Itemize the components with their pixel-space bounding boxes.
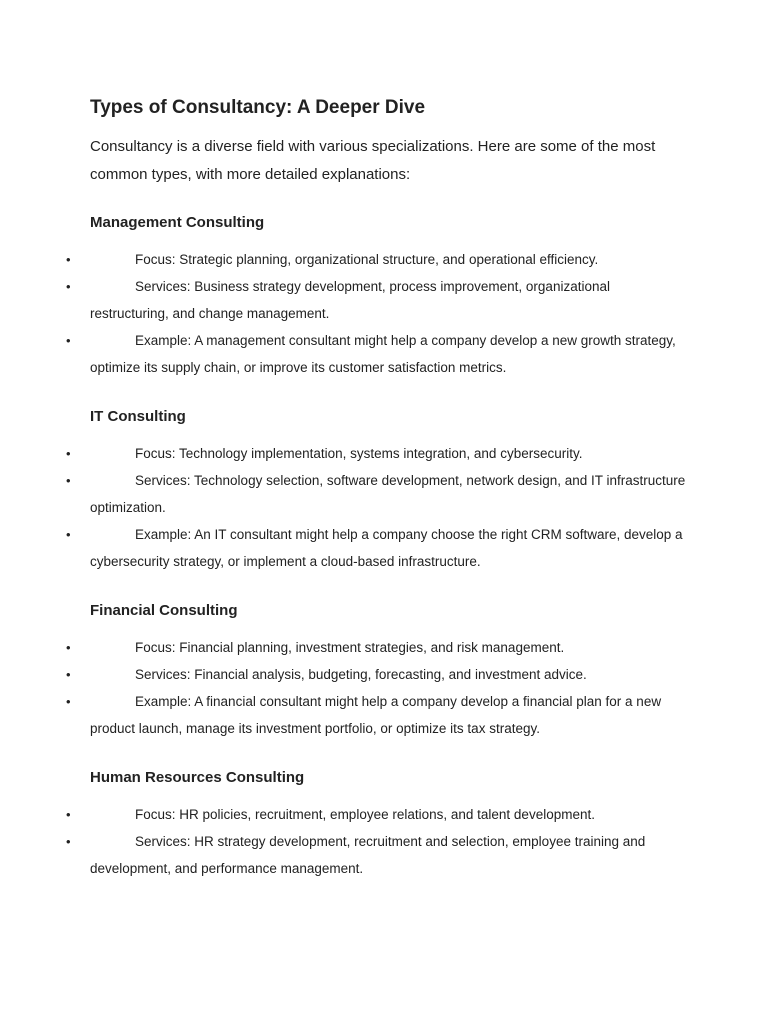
financial-consulting-list [0,634,768,742]
bullet-icon: • [66,834,71,849]
list-item [0,327,768,381]
section-heading-it-consulting: IT Consulting [90,408,186,425]
list-item [0,440,768,467]
list-item-text: Focus: HR policies, recruitment, employee relations, and talent development. [135,807,595,822]
list-item-text: Focus: Technology implementation, systems integration, and cybersecurity. [135,446,583,461]
bullet-icon: • [66,667,71,682]
section-heading-human-resources-consulting: Human Resources Consulting [90,769,305,786]
list-item [0,634,768,661]
list-item [0,246,768,273]
page-title: Types of Consultancy: A Deeper Dive [90,97,426,118]
list-item [0,467,768,521]
list-item [0,521,768,575]
bullet-icon: • [66,333,71,348]
bullet-icon: • [66,694,71,709]
bullet-icon: • [66,279,71,294]
list-item-text: Services: Financial analysis, budgeting, forecasting, and investment advice. [135,667,587,682]
bullet-icon: • [66,527,71,542]
intro-paragraph: Consultancy is a diverse field with various specializations. Here are some of the most common types, with more detailed explanations: [90,138,656,183]
human-resources-consulting-list [0,801,768,882]
list-item [0,688,768,742]
list-item [0,273,768,327]
management-consulting-list [0,246,768,381]
list-item-text: Services: Technology selection, software development, network design, and IT infrastructure optimization. [90,473,686,515]
bullet-icon: • [66,252,71,267]
list-item-text: Focus: Financial planning, investment strategies, and risk management. [135,640,565,655]
section-heading-financial-consulting: Financial Consulting [90,602,238,619]
it-consulting-list [0,440,768,575]
list-item-text: Example: An IT consultant might help a company choose the right CRM software, develop a cybersecurity strategy, or implement a cloud-based infrastructure. [90,527,683,569]
bullet-icon: • [66,446,71,461]
list-item-text: Services: HR strategy development, recruitment and selection, employee training and development, and performance management. [90,834,646,876]
list-item-text: Example: A management consultant might help a company develop a new growth strategy, optimize its supply chain, or improve its customer satisfaction metrics. [90,333,676,375]
list-item-text: Example: A financial consultant might help a company develop a financial plan for a new product launch, manage its investment portfolio, or optimize its tax strategy. [90,694,662,736]
list-item [0,801,768,828]
section-heading-management-consulting: Management Consulting [90,214,265,231]
bullet-icon: • [66,807,71,822]
list-item [0,661,768,688]
list-item-text: Services: Business strategy development, process improvement, organizational restructuring, and change management. [90,279,610,321]
list-item-text: Focus: Strategic planning, organizational structure, and operational efficiency. [135,252,599,267]
bullet-icon: • [66,640,71,655]
bullet-icon: • [66,473,71,488]
list-item [0,828,768,882]
